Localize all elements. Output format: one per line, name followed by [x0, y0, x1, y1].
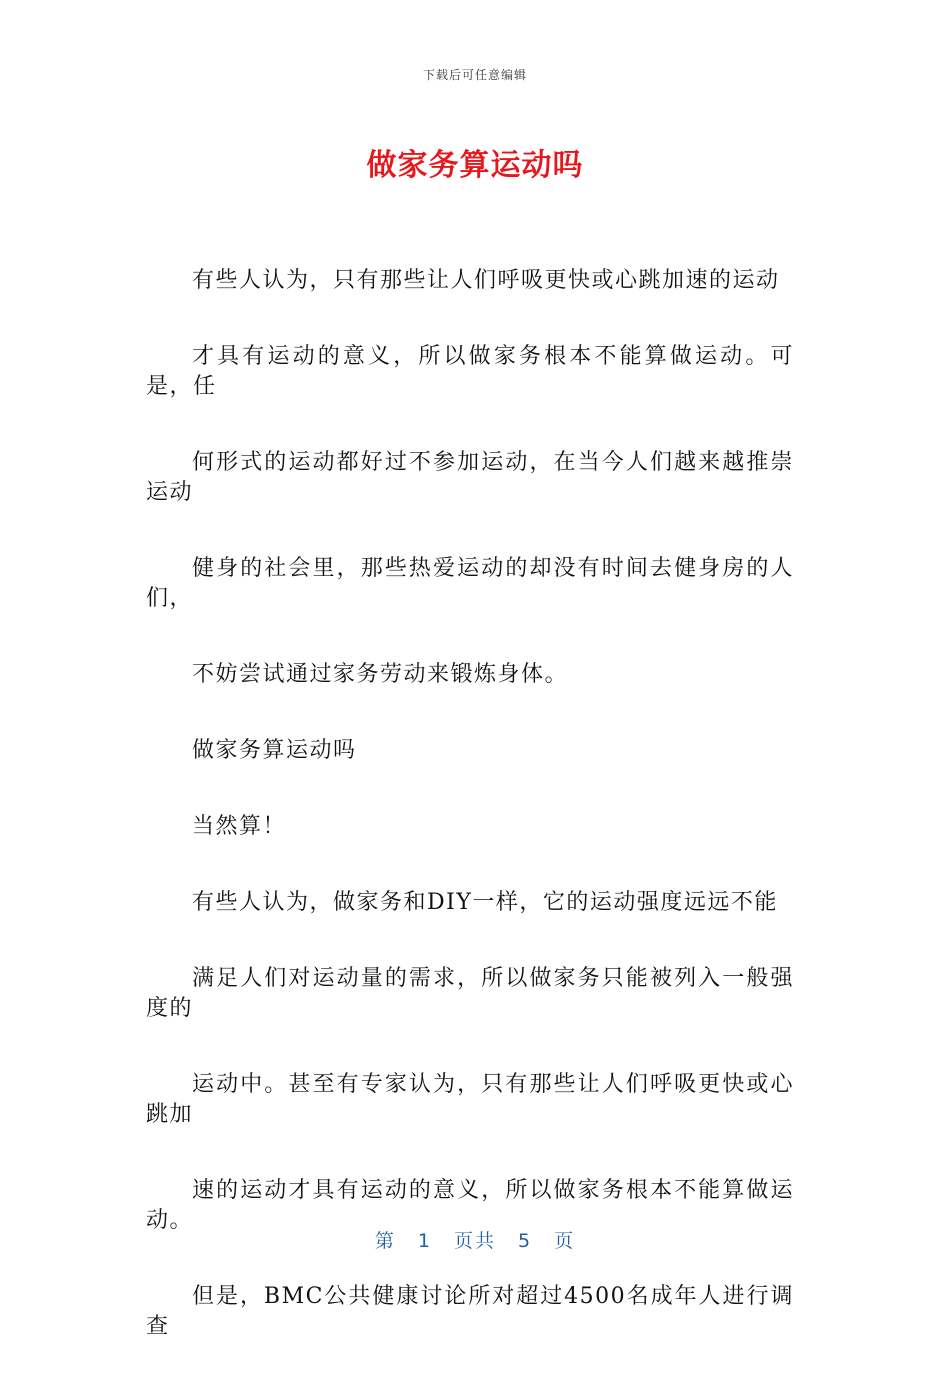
paragraph-line: 有些人认为，做家务和DIY一样，它的运动强度远远不能	[192, 890, 778, 915]
paragraph-line: 但是，BMC公共健康讨论所对超过4500名成年人进行调查	[146, 1284, 794, 1339]
page-footer	[0, 1226, 950, 1253]
paragraph-line: 有些人认为，只有那些让人们呼吸更快或心跳加速的运动	[192, 268, 780, 293]
paragraph-4	[146, 888, 794, 1236]
paragraph-line: 才具有运动的意义，所以做家务根本不能算做运动。可是，任	[146, 344, 794, 399]
paragraph-line: 不妨尝试通过家务劳动来锻炼身体。	[192, 662, 569, 687]
total-pages-number: 5	[518, 1230, 533, 1252]
paragraph-1	[146, 266, 794, 690]
paragraph-3	[146, 812, 794, 842]
paragraph-2	[146, 736, 794, 766]
page-label-prefix: 第	[374, 1230, 396, 1252]
paragraph-line: 满足人们对运动量的需求，所以做家务只能被列入一般强度的	[146, 966, 794, 1021]
page-label-mid: 页共	[453, 1230, 496, 1252]
document-body	[146, 266, 794, 1388]
paragraph-line: 做家务算运动吗	[192, 738, 357, 763]
paragraph-5	[146, 1282, 794, 1342]
paragraph-line: 运动中。甚至有专家认为，只有那些让人们呼吸更快或心跳加	[146, 1072, 794, 1127]
paragraph-line: 当然算！	[192, 814, 287, 839]
current-page-number: 1	[417, 1230, 432, 1252]
paragraph-line: 速的运动才具有运动的意义，所以做家务根本不能算做运动。	[146, 1178, 794, 1233]
header-note: 下载后可任意编辑	[422, 68, 527, 82]
paragraph-line: 健身的社会里，那些热爱运动的却没有时间去健身房的人们，	[146, 556, 794, 611]
paragraph-line: 何形式的运动都好过不参加运动，在当今人们越来越推崇运动	[146, 450, 794, 505]
document-title: 做家务算运动吗	[366, 148, 584, 183]
page-label-suffix: 页	[554, 1230, 576, 1252]
